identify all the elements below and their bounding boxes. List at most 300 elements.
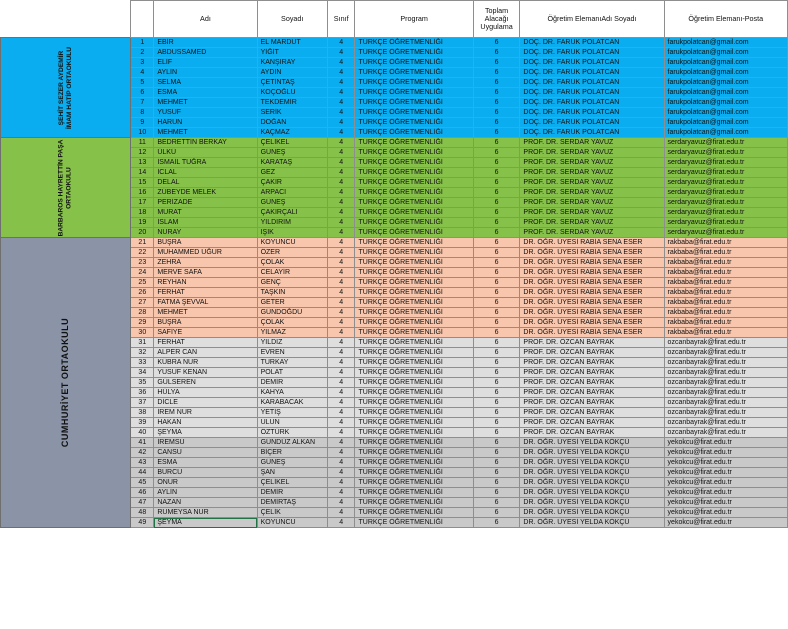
student-last-name[interactable]: KARABACAK bbox=[257, 398, 327, 408]
program-name[interactable]: TÜRKÇE ÖĞRETMENLİĞİ bbox=[355, 328, 473, 338]
class-level[interactable]: 4 bbox=[327, 188, 355, 198]
program-name[interactable]: TÜRKÇE ÖĞRETMENLİĞİ bbox=[355, 218, 473, 228]
instructor-name[interactable]: DR. ÖĞR. ÜYESİ RABİA SENA ESER bbox=[520, 248, 664, 258]
student-first-name[interactable]: İCLAL bbox=[154, 168, 257, 178]
instructor-name[interactable]: DR. ÖĞR. ÜYESİ YELDA KÖKÇÜ bbox=[520, 478, 664, 488]
class-level[interactable]: 4 bbox=[327, 228, 355, 238]
row-number[interactable]: 23 bbox=[131, 258, 154, 268]
student-last-name[interactable]: YETİŞ bbox=[257, 408, 327, 418]
class-level[interactable]: 4 bbox=[327, 248, 355, 258]
class-level[interactable]: 4 bbox=[327, 388, 355, 398]
program-name[interactable]: TÜRKÇE ÖĞRETMENLİĞİ bbox=[355, 488, 473, 498]
student-last-name[interactable]: ÖZTÜRK bbox=[257, 428, 327, 438]
instructor-name[interactable]: DOÇ. DR. FARUK POLATCAN bbox=[520, 128, 664, 138]
program-name[interactable]: TÜRKÇE ÖĞRETMENLİĞİ bbox=[355, 358, 473, 368]
class-level[interactable]: 4 bbox=[327, 378, 355, 388]
program-name[interactable]: TÜRKÇE ÖĞRETMENLİĞİ bbox=[355, 278, 473, 288]
instructor-name[interactable]: PROF. DR. SERDAR YAVUZ bbox=[520, 218, 664, 228]
instructor-name[interactable]: PROF. DR. ÖZCAN BAYRAK bbox=[520, 398, 664, 408]
total-practice[interactable]: 6 bbox=[473, 298, 520, 308]
student-first-name[interactable]: NAZAN bbox=[154, 498, 257, 508]
row-number[interactable]: 25 bbox=[131, 278, 154, 288]
program-name[interactable]: TÜRKÇE ÖĞRETMENLİĞİ bbox=[355, 168, 473, 178]
instructor-name[interactable]: PROF. DR. ÖZCAN BAYRAK bbox=[520, 338, 664, 348]
total-practice[interactable]: 6 bbox=[473, 288, 520, 298]
row-number[interactable]: 7 bbox=[131, 98, 154, 108]
row-number[interactable]: 34 bbox=[131, 368, 154, 378]
total-practice[interactable]: 6 bbox=[473, 38, 520, 48]
program-name[interactable]: TÜRKÇE ÖĞRETMENLİĞİ bbox=[355, 228, 473, 238]
student-last-name[interactable]: KAÇMAZ bbox=[257, 128, 327, 138]
total-practice[interactable]: 6 bbox=[473, 88, 520, 98]
total-practice[interactable]: 6 bbox=[473, 48, 520, 58]
class-level[interactable]: 4 bbox=[327, 488, 355, 498]
col-header-toplam[interactable]: Toplam Alacağı Uygulama bbox=[473, 1, 520, 38]
student-first-name[interactable]: YUSUF KENAN bbox=[154, 368, 257, 378]
class-level[interactable]: 4 bbox=[327, 128, 355, 138]
row-number[interactable]: 46 bbox=[131, 488, 154, 498]
instructor-email[interactable]: farukpolatcan@gmail.com bbox=[664, 48, 787, 58]
row-number[interactable]: 37 bbox=[131, 398, 154, 408]
instructor-email[interactable]: farukpolatcan@gmail.com bbox=[664, 88, 787, 98]
row-number[interactable]: 24 bbox=[131, 268, 154, 278]
program-name[interactable]: TÜRKÇE ÖĞRETMENLİĞİ bbox=[355, 418, 473, 428]
student-first-name[interactable]: İREM NUR bbox=[154, 408, 257, 418]
student-last-name[interactable]: ÇELİK bbox=[257, 508, 327, 518]
instructor-name[interactable]: DOÇ. DR. FARUK POLATCAN bbox=[520, 48, 664, 58]
student-first-name[interactable]: GÜLSEREN bbox=[154, 378, 257, 388]
instructor-name[interactable]: PROF. DR. SERDAR YAVUZ bbox=[520, 138, 664, 148]
student-last-name[interactable]: TURKAY bbox=[257, 358, 327, 368]
student-last-name[interactable]: ÇOLAK bbox=[257, 318, 327, 328]
class-level[interactable]: 4 bbox=[327, 238, 355, 248]
instructor-email[interactable]: yekokcu@firat.edu.tr bbox=[664, 448, 787, 458]
instructor-email[interactable]: farukpolatcan@gmail.com bbox=[664, 68, 787, 78]
student-last-name[interactable]: ÇAKIR bbox=[257, 178, 327, 188]
instructor-name[interactable]: PROF. DR. SERDAR YAVUZ bbox=[520, 158, 664, 168]
student-first-name[interactable]: YUSUF bbox=[154, 108, 257, 118]
student-first-name[interactable]: BEDRETTİN BERKAY bbox=[154, 138, 257, 148]
total-practice[interactable]: 6 bbox=[473, 418, 520, 428]
class-level[interactable]: 4 bbox=[327, 68, 355, 78]
program-name[interactable]: TÜRKÇE ÖĞRETMENLİĞİ bbox=[355, 188, 473, 198]
instructor-name[interactable]: PROF. DR. SERDAR YAVUZ bbox=[520, 198, 664, 208]
instructor-name[interactable]: PROF. DR. ÖZCAN BAYRAK bbox=[520, 408, 664, 418]
student-last-name[interactable]: ÇOLAK bbox=[257, 258, 327, 268]
instructor-name[interactable]: DR. ÖĞR. ÜYESİ RABİA SENA ESER bbox=[520, 298, 664, 308]
instructor-name[interactable]: DR. ÖĞR. ÜYESİ RABİA SENA ESER bbox=[520, 288, 664, 298]
instructor-name[interactable]: DOÇ. DR. FARUK POLATCAN bbox=[520, 68, 664, 78]
program-name[interactable]: TÜRKÇE ÖĞRETMENLİĞİ bbox=[355, 398, 473, 408]
program-name[interactable]: TÜRKÇE ÖĞRETMENLİĞİ bbox=[355, 198, 473, 208]
class-level[interactable]: 4 bbox=[327, 348, 355, 358]
student-last-name[interactable]: KOYUNCU bbox=[257, 518, 327, 528]
row-number[interactable]: 47 bbox=[131, 498, 154, 508]
class-level[interactable]: 4 bbox=[327, 408, 355, 418]
class-level[interactable]: 4 bbox=[327, 478, 355, 488]
instructor-email[interactable]: rakbaba@firat.edu.tr bbox=[664, 288, 787, 298]
student-first-name[interactable]: HARUN bbox=[154, 118, 257, 128]
class-level[interactable]: 4 bbox=[327, 158, 355, 168]
total-practice[interactable]: 6 bbox=[473, 168, 520, 178]
instructor-email[interactable]: yekokcu@firat.edu.tr bbox=[664, 488, 787, 498]
student-last-name[interactable]: DEMİRTAŞ bbox=[257, 498, 327, 508]
student-last-name[interactable]: ÇETİNTAŞ bbox=[257, 78, 327, 88]
class-level[interactable]: 4 bbox=[327, 298, 355, 308]
total-practice[interactable]: 6 bbox=[473, 208, 520, 218]
row-number[interactable]: 3 bbox=[131, 58, 154, 68]
row-number[interactable]: 28 bbox=[131, 308, 154, 318]
student-first-name[interactable]: BURCU bbox=[154, 468, 257, 478]
instructor-email[interactable]: rakbaba@firat.edu.tr bbox=[664, 298, 787, 308]
instructor-email[interactable]: yekokcu@firat.edu.tr bbox=[664, 508, 787, 518]
program-name[interactable]: TÜRKÇE ÖĞRETMENLİĞİ bbox=[355, 408, 473, 418]
total-practice[interactable]: 6 bbox=[473, 188, 520, 198]
class-level[interactable]: 4 bbox=[327, 448, 355, 458]
class-level[interactable]: 4 bbox=[327, 358, 355, 368]
instructor-email[interactable]: yekokcu@firat.edu.tr bbox=[664, 468, 787, 478]
instructor-email[interactable]: yekokcu@firat.edu.tr bbox=[664, 478, 787, 488]
total-practice[interactable]: 6 bbox=[473, 378, 520, 388]
class-level[interactable]: 4 bbox=[327, 38, 355, 48]
student-last-name[interactable]: CELAYİR bbox=[257, 268, 327, 278]
student-first-name[interactable]: REYHAN bbox=[154, 278, 257, 288]
student-first-name[interactable]: MERVE SAFA bbox=[154, 268, 257, 278]
total-practice[interactable]: 6 bbox=[473, 388, 520, 398]
instructor-email[interactable]: rakbaba@firat.edu.tr bbox=[664, 238, 787, 248]
row-number[interactable]: 40 bbox=[131, 428, 154, 438]
class-level[interactable]: 4 bbox=[327, 138, 355, 148]
program-name[interactable]: TÜRKÇE ÖĞRETMENLİĞİ bbox=[355, 38, 473, 48]
student-first-name[interactable]: BÜŞRA bbox=[154, 238, 257, 248]
instructor-name[interactable]: DR. ÖĞR. ÜYESİ RABİA SENA ESER bbox=[520, 308, 664, 318]
instructor-email[interactable]: rakbaba@firat.edu.tr bbox=[664, 248, 787, 258]
instructor-name[interactable]: PROF. DR. SERDAR YAVUZ bbox=[520, 148, 664, 158]
row-number[interactable]: 33 bbox=[131, 358, 154, 368]
class-level[interactable]: 4 bbox=[327, 398, 355, 408]
class-level[interactable]: 4 bbox=[327, 258, 355, 268]
student-last-name[interactable]: GÜNDÜZ ALKAN bbox=[257, 438, 327, 448]
instructor-email[interactable]: farukpolatcan@gmail.com bbox=[664, 118, 787, 128]
instructor-name[interactable]: PROF. DR. SERDAR YAVUZ bbox=[520, 228, 664, 238]
row-number[interactable]: 1 bbox=[131, 38, 154, 48]
program-name[interactable]: TÜRKÇE ÖĞRETMENLİĞİ bbox=[355, 208, 473, 218]
instructor-email[interactable]: ozcanbayrak@firat.edu.tr bbox=[664, 428, 787, 438]
total-practice[interactable]: 6 bbox=[473, 368, 520, 378]
total-practice[interactable]: 6 bbox=[473, 438, 520, 448]
program-name[interactable]: TÜRKÇE ÖĞRETMENLİĞİ bbox=[355, 468, 473, 478]
instructor-name[interactable]: DR. ÖĞR. ÜYESİ YELDA KÖKÇÜ bbox=[520, 488, 664, 498]
class-level[interactable]: 4 bbox=[327, 498, 355, 508]
total-practice[interactable]: 6 bbox=[473, 128, 520, 138]
student-last-name[interactable]: GÜNDOĞDU bbox=[257, 308, 327, 318]
instructor-email[interactable]: ozcanbayrak@firat.edu.tr bbox=[664, 348, 787, 358]
instructor-email[interactable]: farukpolatcan@gmail.com bbox=[664, 38, 787, 48]
row-number[interactable]: 38 bbox=[131, 408, 154, 418]
total-practice[interactable]: 6 bbox=[473, 278, 520, 288]
row-number[interactable]: 12 bbox=[131, 148, 154, 158]
program-name[interactable]: TÜRKÇE ÖĞRETMENLİĞİ bbox=[355, 308, 473, 318]
class-level[interactable]: 4 bbox=[327, 168, 355, 178]
student-last-name[interactable]: DEMİR bbox=[257, 378, 327, 388]
row-number[interactable]: 16 bbox=[131, 188, 154, 198]
instructor-email[interactable]: rakbaba@firat.edu.tr bbox=[664, 318, 787, 328]
student-first-name[interactable]: SAFİYE bbox=[154, 328, 257, 338]
class-level[interactable]: 4 bbox=[327, 458, 355, 468]
instructor-name[interactable]: PROF. DR. ÖZCAN BAYRAK bbox=[520, 368, 664, 378]
program-name[interactable]: TÜRKÇE ÖĞRETMENLİĞİ bbox=[355, 158, 473, 168]
instructor-name[interactable]: DR. ÖĞR. ÜYESİ YELDA KÖKÇÜ bbox=[520, 468, 664, 478]
program-name[interactable]: TÜRKÇE ÖĞRETMENLİĞİ bbox=[355, 88, 473, 98]
student-first-name[interactable]: ESMA bbox=[154, 458, 257, 468]
instructor-email[interactable]: ozcanbayrak@firat.edu.tr bbox=[664, 368, 787, 378]
class-level[interactable]: 4 bbox=[327, 308, 355, 318]
total-practice[interactable]: 6 bbox=[473, 138, 520, 148]
total-practice[interactable]: 6 bbox=[473, 348, 520, 358]
student-first-name[interactable]: KÜBRA NUR bbox=[154, 358, 257, 368]
student-last-name[interactable]: BİÇER bbox=[257, 448, 327, 458]
student-last-name[interactable]: DOĞAN bbox=[257, 118, 327, 128]
student-first-name[interactable]: ELİF bbox=[154, 58, 257, 68]
row-number[interactable]: 18 bbox=[131, 208, 154, 218]
program-name[interactable]: TÜRKÇE ÖĞRETMENLİĞİ bbox=[355, 338, 473, 348]
class-level[interactable]: 4 bbox=[327, 338, 355, 348]
program-name[interactable]: TÜRKÇE ÖĞRETMENLİĞİ bbox=[355, 518, 473, 528]
instructor-email[interactable]: farukpolatcan@gmail.com bbox=[664, 108, 787, 118]
student-last-name[interactable]: YILMAZ bbox=[257, 328, 327, 338]
student-first-name[interactable]: CANSU bbox=[154, 448, 257, 458]
row-number[interactable]: 10 bbox=[131, 128, 154, 138]
total-practice[interactable]: 6 bbox=[473, 328, 520, 338]
student-first-name[interactable]: ZEHRA bbox=[154, 258, 257, 268]
program-name[interactable]: TÜRKÇE ÖĞRETMENLİĞİ bbox=[355, 148, 473, 158]
row-number[interactable]: 21 bbox=[131, 238, 154, 248]
student-last-name[interactable]: KARATAŞ bbox=[257, 158, 327, 168]
student-last-name[interactable]: KOÇOĞLU bbox=[257, 88, 327, 98]
student-first-name[interactable]: HÜLYA bbox=[154, 388, 257, 398]
total-practice[interactable]: 6 bbox=[473, 318, 520, 328]
student-first-name[interactable]: ESMA bbox=[154, 88, 257, 98]
program-name[interactable]: TÜRKÇE ÖĞRETMENLİĞİ bbox=[355, 348, 473, 358]
student-last-name[interactable]: DEMİR bbox=[257, 488, 327, 498]
row-number[interactable]: 26 bbox=[131, 288, 154, 298]
class-level[interactable]: 4 bbox=[327, 198, 355, 208]
instructor-name[interactable]: DOÇ. DR. FARUK POLATCAN bbox=[520, 98, 664, 108]
student-last-name[interactable]: ULUN bbox=[257, 418, 327, 428]
program-name[interactable]: TÜRKÇE ÖĞRETMENLİĞİ bbox=[355, 508, 473, 518]
instructor-email[interactable]: yekokcu@firat.edu.tr bbox=[664, 438, 787, 448]
program-name[interactable]: TÜRKÇE ÖĞRETMENLİĞİ bbox=[355, 108, 473, 118]
student-first-name[interactable]: EBİR bbox=[154, 38, 257, 48]
program-name[interactable]: TÜRKÇE ÖĞRETMENLİĞİ bbox=[355, 428, 473, 438]
total-practice[interactable]: 6 bbox=[473, 158, 520, 168]
total-practice[interactable]: 6 bbox=[473, 478, 520, 488]
total-practice[interactable]: 6 bbox=[473, 488, 520, 498]
student-first-name[interactable]: MEHMET bbox=[154, 308, 257, 318]
total-practice[interactable]: 6 bbox=[473, 458, 520, 468]
instructor-name[interactable]: PROF. DR. ÖZCAN BAYRAK bbox=[520, 358, 664, 368]
instructor-name[interactable]: DOÇ. DR. FARUK POLATCAN bbox=[520, 108, 664, 118]
total-practice[interactable]: 6 bbox=[473, 108, 520, 118]
class-level[interactable]: 4 bbox=[327, 518, 355, 528]
instructor-name[interactable]: PROF. DR. ÖZCAN BAYRAK bbox=[520, 428, 664, 438]
total-practice[interactable]: 6 bbox=[473, 508, 520, 518]
instructor-email[interactable]: ozcanbayrak@firat.edu.tr bbox=[664, 398, 787, 408]
program-name[interactable]: TÜRKÇE ÖĞRETMENLİĞİ bbox=[355, 318, 473, 328]
class-level[interactable]: 4 bbox=[327, 118, 355, 128]
instructor-name[interactable]: DR. ÖĞR. ÜYESİ YELDA KÖKÇÜ bbox=[520, 508, 664, 518]
student-last-name[interactable]: GÜNEŞ bbox=[257, 458, 327, 468]
row-number[interactable]: 15 bbox=[131, 178, 154, 188]
total-practice[interactable]: 6 bbox=[473, 98, 520, 108]
total-practice[interactable]: 6 bbox=[473, 358, 520, 368]
instructor-name[interactable]: DR. ÖĞR. ÜYESİ RABİA SENA ESER bbox=[520, 328, 664, 338]
student-last-name[interactable]: ÇAKIRÇALI bbox=[257, 208, 327, 218]
student-last-name[interactable]: YİĞİT bbox=[257, 48, 327, 58]
program-name[interactable]: TÜRKÇE ÖĞRETMENLİĞİ bbox=[355, 118, 473, 128]
total-practice[interactable]: 6 bbox=[473, 198, 520, 208]
row-number[interactable]: 9 bbox=[131, 118, 154, 128]
program-name[interactable]: TÜRKÇE ÖĞRETMENLİĞİ bbox=[355, 458, 473, 468]
row-number[interactable]: 17 bbox=[131, 198, 154, 208]
instructor-email[interactable]: rakbaba@firat.edu.tr bbox=[664, 308, 787, 318]
instructor-email[interactable]: farukpolatcan@gmail.com bbox=[664, 78, 787, 88]
instructor-name[interactable]: DR. ÖĞR. ÜYESİ YELDA KÖKÇÜ bbox=[520, 498, 664, 508]
row-number[interactable]: 6 bbox=[131, 88, 154, 98]
instructor-email[interactable]: serdaryavuz@firat.edu.tr bbox=[664, 228, 787, 238]
instructor-name[interactable]: DR. ÖĞR. ÜYESİ RABİA SENA ESER bbox=[520, 268, 664, 278]
instructor-email[interactable]: rakbaba@firat.edu.tr bbox=[664, 278, 787, 288]
program-name[interactable]: TÜRKÇE ÖĞRETMENLİĞİ bbox=[355, 298, 473, 308]
instructor-name[interactable]: DR. ÖĞR. ÜYESİ YELDA KÖKÇÜ bbox=[520, 438, 664, 448]
student-last-name[interactable]: GETER bbox=[257, 298, 327, 308]
total-practice[interactable]: 6 bbox=[473, 118, 520, 128]
student-first-name[interactable]: DELAL bbox=[154, 178, 257, 188]
total-practice[interactable]: 6 bbox=[473, 78, 520, 88]
program-name[interactable]: TÜRKÇE ÖĞRETMENLİĞİ bbox=[355, 178, 473, 188]
total-practice[interactable]: 6 bbox=[473, 498, 520, 508]
program-name[interactable]: TÜRKÇE ÖĞRETMENLİĞİ bbox=[355, 388, 473, 398]
instructor-email[interactable]: serdaryavuz@firat.edu.tr bbox=[664, 178, 787, 188]
instructor-email[interactable]: yekokcu@firat.edu.tr bbox=[664, 518, 787, 528]
student-last-name[interactable]: GEZ bbox=[257, 168, 327, 178]
instructor-name[interactable]: PROF. DR. ÖZCAN BAYRAK bbox=[520, 378, 664, 388]
class-level[interactable]: 4 bbox=[327, 208, 355, 218]
student-last-name[interactable]: KAHYA bbox=[257, 388, 327, 398]
row-number[interactable]: 49 bbox=[131, 518, 154, 528]
school-group-cell[interactable] bbox=[1, 38, 131, 138]
program-name[interactable]: TÜRKÇE ÖĞRETMENLİĞİ bbox=[355, 268, 473, 278]
program-name[interactable]: TÜRKÇE ÖĞRETMENLİĞİ bbox=[355, 368, 473, 378]
student-first-name[interactable]: HAKAN bbox=[154, 418, 257, 428]
student-last-name[interactable]: EL MARDUT bbox=[257, 38, 327, 48]
row-number[interactable]: 11 bbox=[131, 138, 154, 148]
total-practice[interactable]: 6 bbox=[473, 268, 520, 278]
student-first-name[interactable]: PERİZADE bbox=[154, 198, 257, 208]
total-practice[interactable]: 6 bbox=[473, 178, 520, 188]
student-last-name[interactable]: GENÇ bbox=[257, 278, 327, 288]
instructor-email[interactable]: serdaryavuz@firat.edu.tr bbox=[664, 168, 787, 178]
program-name[interactable]: TÜRKÇE ÖĞRETMENLİĞİ bbox=[355, 478, 473, 488]
total-practice[interactable]: 6 bbox=[473, 248, 520, 258]
program-name[interactable]: TÜRKÇE ÖĞRETMENLİĞİ bbox=[355, 128, 473, 138]
student-first-name[interactable]: MEHMET bbox=[154, 98, 257, 108]
total-practice[interactable]: 6 bbox=[473, 228, 520, 238]
student-first-name[interactable]: ONUR bbox=[154, 478, 257, 488]
school-group-cell[interactable] bbox=[1, 138, 131, 238]
class-level[interactable]: 4 bbox=[327, 88, 355, 98]
total-practice[interactable]: 6 bbox=[473, 218, 520, 228]
student-last-name[interactable]: SERİK bbox=[257, 108, 327, 118]
student-last-name[interactable]: ARPACI bbox=[257, 188, 327, 198]
row-number[interactable]: 8 bbox=[131, 108, 154, 118]
total-practice[interactable]: 6 bbox=[473, 408, 520, 418]
student-last-name[interactable]: GÜNEŞ bbox=[257, 198, 327, 208]
class-level[interactable]: 4 bbox=[327, 468, 355, 478]
program-name[interactable]: TÜRKÇE ÖĞRETMENLİĞİ bbox=[355, 258, 473, 268]
school-group-cell[interactable] bbox=[1, 238, 131, 528]
instructor-name[interactable]: DR. ÖĞR. ÜYESİ RABİA SENA ESER bbox=[520, 258, 664, 268]
instructor-email[interactable]: ozcanbayrak@firat.edu.tr bbox=[664, 378, 787, 388]
student-last-name[interactable]: KOYUNCU bbox=[257, 238, 327, 248]
student-last-name[interactable]: TEKDEMİR bbox=[257, 98, 327, 108]
row-number[interactable]: 2 bbox=[131, 48, 154, 58]
instructor-name[interactable]: DR. ÖĞR. ÜYESİ YELDA KÖKÇÜ bbox=[520, 518, 664, 528]
class-level[interactable]: 4 bbox=[327, 368, 355, 378]
class-level[interactable]: 4 bbox=[327, 268, 355, 278]
student-last-name[interactable]: ÇELİKEL bbox=[257, 138, 327, 148]
student-first-name[interactable]: ALPER CAN bbox=[154, 348, 257, 358]
row-number[interactable]: 27 bbox=[131, 298, 154, 308]
instructor-name[interactable]: DR. ÖĞR. ÜYESİ RABİA SENA ESER bbox=[520, 318, 664, 328]
row-number[interactable]: 45 bbox=[131, 478, 154, 488]
instructor-email[interactable]: ozcanbayrak@firat.edu.tr bbox=[664, 418, 787, 428]
row-number[interactable]: 5 bbox=[131, 78, 154, 88]
student-last-name[interactable]: TAŞKIN bbox=[257, 288, 327, 298]
class-level[interactable]: 4 bbox=[327, 58, 355, 68]
class-level[interactable]: 4 bbox=[327, 48, 355, 58]
instructor-name[interactable]: PROF. DR. ÖZCAN BAYRAK bbox=[520, 348, 664, 358]
student-first-name[interactable]: SELMA bbox=[154, 78, 257, 88]
program-name[interactable]: TÜRKÇE ÖĞRETMENLİĞİ bbox=[355, 288, 473, 298]
student-last-name[interactable]: GÜNEŞ bbox=[257, 148, 327, 158]
class-level[interactable]: 4 bbox=[327, 508, 355, 518]
instructor-email[interactable]: serdaryavuz@firat.edu.tr bbox=[664, 218, 787, 228]
class-level[interactable]: 4 bbox=[327, 318, 355, 328]
program-name[interactable]: TÜRKÇE ÖĞRETMENLİĞİ bbox=[355, 248, 473, 258]
class-level[interactable]: 4 bbox=[327, 278, 355, 288]
student-first-name[interactable]: BÜŞRA bbox=[154, 318, 257, 328]
student-first-name[interactable]: ÜLKÜ bbox=[154, 148, 257, 158]
program-name[interactable]: TÜRKÇE ÖĞRETMENLİĞİ bbox=[355, 78, 473, 88]
instructor-email[interactable]: rakbaba@firat.edu.tr bbox=[664, 328, 787, 338]
program-name[interactable]: TÜRKÇE ÖĞRETMENLİĞİ bbox=[355, 138, 473, 148]
instructor-name[interactable]: PROF. DR. SERDAR YAVUZ bbox=[520, 168, 664, 178]
instructor-email[interactable]: serdaryavuz@firat.edu.tr bbox=[664, 188, 787, 198]
student-last-name[interactable]: ÇELİKEL bbox=[257, 478, 327, 488]
student-last-name[interactable]: POLAT bbox=[257, 368, 327, 378]
program-name[interactable]: TÜRKÇE ÖĞRETMENLİĞİ bbox=[355, 438, 473, 448]
student-first-name[interactable]: İSMAİL TUĞRA bbox=[154, 158, 257, 168]
student-first-name[interactable]: İREMSU bbox=[154, 438, 257, 448]
student-first-name[interactable]: ŞEYMA bbox=[154, 428, 257, 438]
col-header-sinif[interactable]: Sınıf bbox=[327, 1, 355, 38]
instructor-name[interactable]: PROF. DR. SERDAR YAVUZ bbox=[520, 178, 664, 188]
instructor-email[interactable]: serdaryavuz@firat.edu.tr bbox=[664, 198, 787, 208]
instructor-email[interactable]: ozcanbayrak@firat.edu.tr bbox=[664, 338, 787, 348]
instructor-name[interactable]: DR. ÖĞR. ÜYESİ RABİA SENA ESER bbox=[520, 278, 664, 288]
student-last-name[interactable]: YILDIZ bbox=[257, 338, 327, 348]
